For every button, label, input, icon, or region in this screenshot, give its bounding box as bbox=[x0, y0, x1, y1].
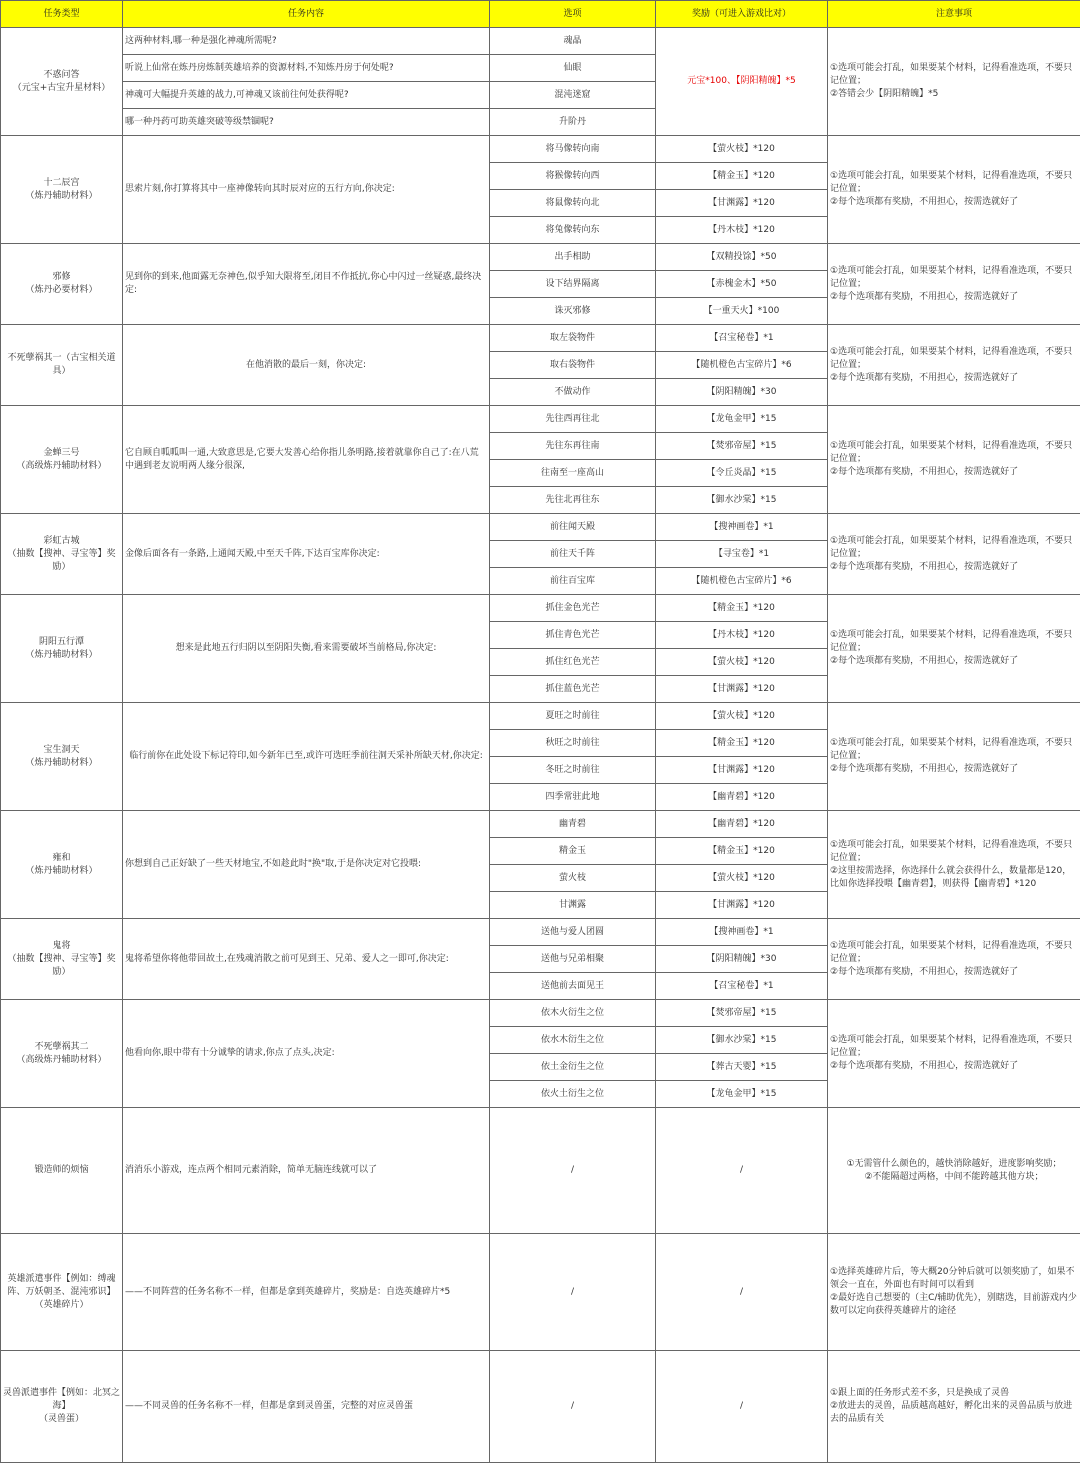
table-row bbox=[1, 1234, 1080, 1351]
task-option: 将鼠像转向北 bbox=[490, 190, 656, 217]
task-option: 混沌迷窟 bbox=[490, 82, 656, 109]
task-type: 宝生洞天 （炼丹辅助材料） bbox=[1, 703, 123, 811]
task-type: 不死孽祸其一（古宝相关道具） bbox=[1, 325, 123, 406]
task-reward: 【甘渊露】*120 bbox=[656, 757, 828, 784]
task-type: 金蝉三号 （高级炼丹辅助材料） bbox=[1, 406, 123, 514]
task-note: ①选项可能会打乱，如果要某个材料，记得看准选项，不要只记位置； ②每个选项都有奖励，不用担心，按需选就好了 bbox=[828, 703, 1080, 811]
task-option: 仙眼 bbox=[490, 55, 656, 82]
task-content: 哪一种丹药可助英雄突破等级禁锢呢? bbox=[123, 109, 490, 136]
task-option: 将兔像转向东 bbox=[490, 217, 656, 244]
task-option: 升阶丹 bbox=[490, 109, 656, 136]
task-content: 鬼将希望你将他带回故土,在残魂消散之前可见到王、兄弟、爱人之一即可,你决定: bbox=[123, 919, 490, 1000]
header-row bbox=[1, 1, 1080, 28]
task-option: 魂晶 bbox=[490, 28, 656, 55]
task-option: 前往闻天殿 bbox=[490, 514, 656, 541]
task-note: ①跟上面的任务形式差不多，只是换成了灵兽 ②放进去的灵兽，品质越高越好，孵化出来的灵兽品质与放进去的品质有关 bbox=[828, 1351, 1080, 1463]
task-content: ——不同阵营的任务名称不一样，但都是拿到英雄碎片，奖励是：自选英雄碎片*5 bbox=[123, 1234, 490, 1351]
task-reward: 【一重天火】*100 bbox=[656, 298, 828, 325]
task-note: ①选项可能会打乱，如果要某个材料，记得看准选项，不要只记位置； ②这里按需选择，你选择什么就会获得什么，数量都是120，比如你选择投喂【幽青碧】，则获得【幽青碧】*120 bbox=[828, 811, 1080, 919]
task-option: 依水木衍生之位 bbox=[490, 1027, 656, 1054]
task-content: 见到你的到来,他面露无奈神色,似乎知大限将至,闭目不作抵抗,你心中闪过一丝疑惑,最终决定: bbox=[123, 244, 490, 325]
task-reward: 【令丘炎晶】*15 bbox=[656, 460, 828, 487]
task-reward: 【幽青碧】*120 bbox=[656, 811, 828, 838]
task-note: ①选项可能会打乱，如果要某个材料，记得看准选项，不要只记位置； ②每个选项都有奖励，不用担心，按需选就好了 bbox=[828, 325, 1080, 406]
task-type: 雍和 （炼丹辅助材料） bbox=[1, 811, 123, 919]
task-option: 夏旺之时前往 bbox=[490, 703, 656, 730]
task-option: 先往东再往南 bbox=[490, 433, 656, 460]
header-option: 选项 bbox=[490, 1, 656, 28]
task-reward: / bbox=[656, 1234, 828, 1351]
task-reward: 【龙龟金甲】*15 bbox=[656, 1081, 828, 1108]
table-row bbox=[1, 406, 1080, 433]
task-option: / bbox=[490, 1351, 656, 1463]
task-content: 听说上仙常在炼丹房炼制英雄培养的资源材料,不知炼丹房于何处呢? bbox=[123, 55, 490, 82]
task-option: / bbox=[490, 1234, 656, 1351]
task-note: ①选项可能会打乱，如果要某个材料，记得看准选项，不要只记位置； ②每个选项都有奖励，不用担心，按需选就好了 bbox=[828, 136, 1080, 244]
task-reward: 【赤槐金木】*50 bbox=[656, 271, 828, 298]
table-row bbox=[1, 28, 1080, 55]
table-row bbox=[1, 136, 1080, 163]
task-type: 不死孽祸其二 （高级炼丹辅助材料） bbox=[1, 1000, 123, 1108]
task-reward: 【双精投馀】*50 bbox=[656, 244, 828, 271]
task-option: 四季常驻此地 bbox=[490, 784, 656, 811]
task-option: 幽青碧 bbox=[490, 811, 656, 838]
reward-suffix: 【阴阳精魄】*5 bbox=[735, 76, 796, 86]
task-option: 取右袋物件 bbox=[490, 352, 656, 379]
task-reward: 【搜神画卷】*1 bbox=[656, 919, 828, 946]
task-reward: 【丹木枝】*120 bbox=[656, 622, 828, 649]
header-notes: 注意事项 bbox=[828, 1, 1080, 28]
task-reward: 【阴阳精魄】*30 bbox=[656, 379, 828, 406]
task-content: ——不同灵兽的任务名称不一样，但都是拿到灵兽蛋，完整的对应灵兽蛋 bbox=[123, 1351, 490, 1463]
task-option: 抓住红色光芒 bbox=[490, 649, 656, 676]
task-reward: 【随机橙色古宝碎片】*6 bbox=[656, 352, 828, 379]
table-row bbox=[1, 811, 1080, 838]
table-row bbox=[1, 1351, 1080, 1463]
task-content: 他看向你,眼中带有十分诚挚的请求,你点了点头,决定: bbox=[123, 1000, 490, 1108]
task-option: 依木火衍生之位 bbox=[490, 1000, 656, 1027]
task-content: 在他消散的最后一刻，你决定: bbox=[123, 325, 490, 406]
task-option: 将马像转向南 bbox=[490, 136, 656, 163]
task-note: ①无需管什么颜色的，越快消除越好，进度影响奖励； ②不能隔超过两格，中间不能跨越其他方块； bbox=[828, 1108, 1080, 1234]
header-task-type: 任务类型 bbox=[1, 1, 123, 28]
task-reward: 【寻宝卷】*1 bbox=[656, 541, 828, 568]
task-reward: 【御水沙棠】*15 bbox=[656, 487, 828, 514]
task-reward: 【随机橙色古宝碎片】*6 bbox=[656, 568, 828, 595]
task-reward: 【精金玉】*120 bbox=[656, 163, 828, 190]
task-option: 抓住金色光芒 bbox=[490, 595, 656, 622]
task-reward: 【精金玉】*120 bbox=[656, 595, 828, 622]
task-content: 消消乐小游戏，连点两个相同元素消除，简单无脑连线就可以了 bbox=[123, 1108, 490, 1234]
task-reward: 【甘渊露】*120 bbox=[656, 892, 828, 919]
task-type: 十二辰宫 （炼丹辅助材料） bbox=[1, 136, 123, 244]
task-reward: 【葬古天婴】*15 bbox=[656, 1054, 828, 1081]
task-option: 秋旺之时前往 bbox=[490, 730, 656, 757]
task-type: 灵兽派遣事件【例如：北冥之海】 （灵兽蛋） bbox=[1, 1351, 123, 1463]
task-type: 彩虹古城 （抽数【搜神、寻宝等】奖励） bbox=[1, 514, 123, 595]
task-type: 锻造师的烦恼 bbox=[1, 1108, 123, 1234]
task-option: 依土金衍生之位 bbox=[490, 1054, 656, 1081]
task-content: 思索片刻,你打算将其中一座神像转向其时辰对应的五行方向,你决定: bbox=[123, 136, 490, 244]
task-option: 送他与爱人团圆 bbox=[490, 919, 656, 946]
task-reward: 【精金玉】*120 bbox=[656, 730, 828, 757]
task-option: / bbox=[490, 1108, 656, 1234]
task-reward: 【萤火枝】*120 bbox=[656, 136, 828, 163]
task-note: ①选择英雄碎片后，等大概20分钟后就可以领奖励了，如果不领会一直在，外面也有时间可以看到 ②最好选自己想要的（主C/辅助优先），别瞎选，目前游戏内少数可以定向获得英雄碎片的途径 bbox=[828, 1234, 1080, 1351]
task-reward bbox=[656, 28, 828, 136]
task-option: 甘渊露 bbox=[490, 892, 656, 919]
task-option: 送他前去面见王 bbox=[490, 973, 656, 1000]
task-reward: 【甘渊露】*120 bbox=[656, 190, 828, 217]
task-option: 萤火枝 bbox=[490, 865, 656, 892]
task-option: 抓住青色光芒 bbox=[490, 622, 656, 649]
task-reward: / bbox=[656, 1351, 828, 1463]
reward-prefix: 元宝*100、 bbox=[687, 76, 736, 86]
task-reward: 【召宝秘卷】*1 bbox=[656, 325, 828, 352]
task-reward: 【焚邪帝屋】*15 bbox=[656, 1000, 828, 1027]
table-row bbox=[1, 919, 1080, 946]
task-reward: / bbox=[656, 1108, 828, 1234]
task-type: 不惑问答 （元宝+古宝升星材料） bbox=[1, 28, 123, 136]
task-note: ①选项可能会打乱，如果要某个材料，记得看准选项，不要只记位置； ②每个选项都有奖励，不用担心，按需选就好了 bbox=[828, 1000, 1080, 1108]
task-option: 取左袋物件 bbox=[490, 325, 656, 352]
task-reward: 【龙龟金甲】*15 bbox=[656, 406, 828, 433]
table-row bbox=[1, 514, 1080, 541]
task-note: ①选项可能会打乱，如果要某个材料，记得看准选项，不要只记位置； ②每个选项都有奖励，不用担心，按需选就好了 bbox=[828, 595, 1080, 703]
task-content: 金像后面各有一条路,上通闻天殿,中至天千阵,下达百宝库你决定: bbox=[123, 514, 490, 595]
task-option: 不做动作 bbox=[490, 379, 656, 406]
task-content: 临行前你在此处设下标记符印,如今新年已至,或许可选旺季前往洞天采补所缺天材,你决定: bbox=[123, 703, 490, 811]
task-note: ①选项可能会打乱，如果要某个材料，记得看准选项，不要只记位置； ②答错会少【阴阳精魄】*5 bbox=[828, 28, 1080, 136]
table-row bbox=[1, 244, 1080, 271]
task-type: 邪修 （炼丹必要材料） bbox=[1, 244, 123, 325]
task-reward: 【精金玉】*120 bbox=[656, 838, 828, 865]
task-reward: 【丹木枝】*120 bbox=[656, 217, 828, 244]
task-option: 将猴像转向西 bbox=[490, 163, 656, 190]
task-type: 阴阳五行潭 （炼丹辅助材料） bbox=[1, 595, 123, 703]
task-content: 想来是此地五行归阴以至阴阳失衡,看来需要破坏当前格局,你决定: bbox=[123, 595, 490, 703]
task-reward: 【甘渊露】*120 bbox=[656, 676, 828, 703]
task-option: 送他与兄弟相聚 bbox=[490, 946, 656, 973]
header-reward: 奖励（可进入游戏比对） bbox=[656, 1, 828, 28]
task-option: 先往北再往东 bbox=[490, 487, 656, 514]
task-option: 依火土衍生之位 bbox=[490, 1081, 656, 1108]
task-reward: 【萤火枝】*120 bbox=[656, 865, 828, 892]
task-note: ①选项可能会打乱，如果要某个材料，记得看准选项，不要只记位置； ②每个选项都有奖励，不用担心，按需选就好了 bbox=[828, 244, 1080, 325]
task-reward: 【搜神画卷】*1 bbox=[656, 514, 828, 541]
task-option: 精金玉 bbox=[490, 838, 656, 865]
task-content: 神魂可大幅提升英雄的战力,可神魂又该前往何处获得呢? bbox=[123, 82, 490, 109]
task-option: 前往天千阵 bbox=[490, 541, 656, 568]
task-content: 它自顾自呱呱叫一通,大致意思是,它要大发善心给你指儿条明路,接着就靠你自己了:在八荒中遇到老友说明两人缘分很深, bbox=[123, 406, 490, 514]
task-option: 设下结界隔离 bbox=[490, 271, 656, 298]
task-option: 抓住蓝色光芒 bbox=[490, 676, 656, 703]
task-reward: 【焚邪帝屋】*15 bbox=[656, 433, 828, 460]
task-option: 前往百宝库 bbox=[490, 568, 656, 595]
task-type: 鬼将 （抽数【搜神、寻宝等】奖励） bbox=[1, 919, 123, 1000]
task-reward: 【召宝秘卷】*1 bbox=[656, 973, 828, 1000]
task-content: 你想到自己正好缺了一些天材地宝,不如趁此时"换"取,于是你决定对它投喂: bbox=[123, 811, 490, 919]
task-note: ①选项可能会打乱，如果要某个材料，记得看准选项，不要只记位置； ②每个选项都有奖励，不用担心，按需选就好了 bbox=[828, 919, 1080, 1000]
task-option: 往南至一座高山 bbox=[490, 460, 656, 487]
task-type: 英雄派遣事件【例如：缚魂阵、万妖朝圣、混沌邪识】 （英雄碎片） bbox=[1, 1234, 123, 1351]
task-note: ①选项可能会打乱，如果要某个材料，记得看准选项，不要只记位置； ②每个选项都有奖励，不用担心，按需选就好了 bbox=[828, 406, 1080, 514]
task-option: 冬旺之时前往 bbox=[490, 757, 656, 784]
table-row bbox=[1, 1000, 1080, 1027]
task-reward: 【阴阳精魄】*30 bbox=[656, 946, 828, 973]
task-reward: 【幽青碧】*120 bbox=[656, 784, 828, 811]
table-row bbox=[1, 703, 1080, 730]
task-option: 先往西再往北 bbox=[490, 406, 656, 433]
task-content: 这两种材料,哪一种是强化神魂所需呢? bbox=[123, 28, 490, 55]
task-option: 诛灭邪修 bbox=[490, 298, 656, 325]
task-option: 出手相助 bbox=[490, 244, 656, 271]
task-reward: 【萤火枝】*120 bbox=[656, 649, 828, 676]
table-row bbox=[1, 595, 1080, 622]
table-row bbox=[1, 325, 1080, 352]
task-reward: 【御水沙棠】*15 bbox=[656, 1027, 828, 1054]
table-row bbox=[1, 1108, 1080, 1234]
task-note: ①选项可能会打乱，如果要某个材料，记得看准选项，不要只记位置； ②每个选项都有奖励，不用担心，按需选就好了 bbox=[828, 514, 1080, 595]
header-task-content: 任务内容 bbox=[123, 1, 490, 28]
task-reward: 【萤火枝】*120 bbox=[656, 703, 828, 730]
